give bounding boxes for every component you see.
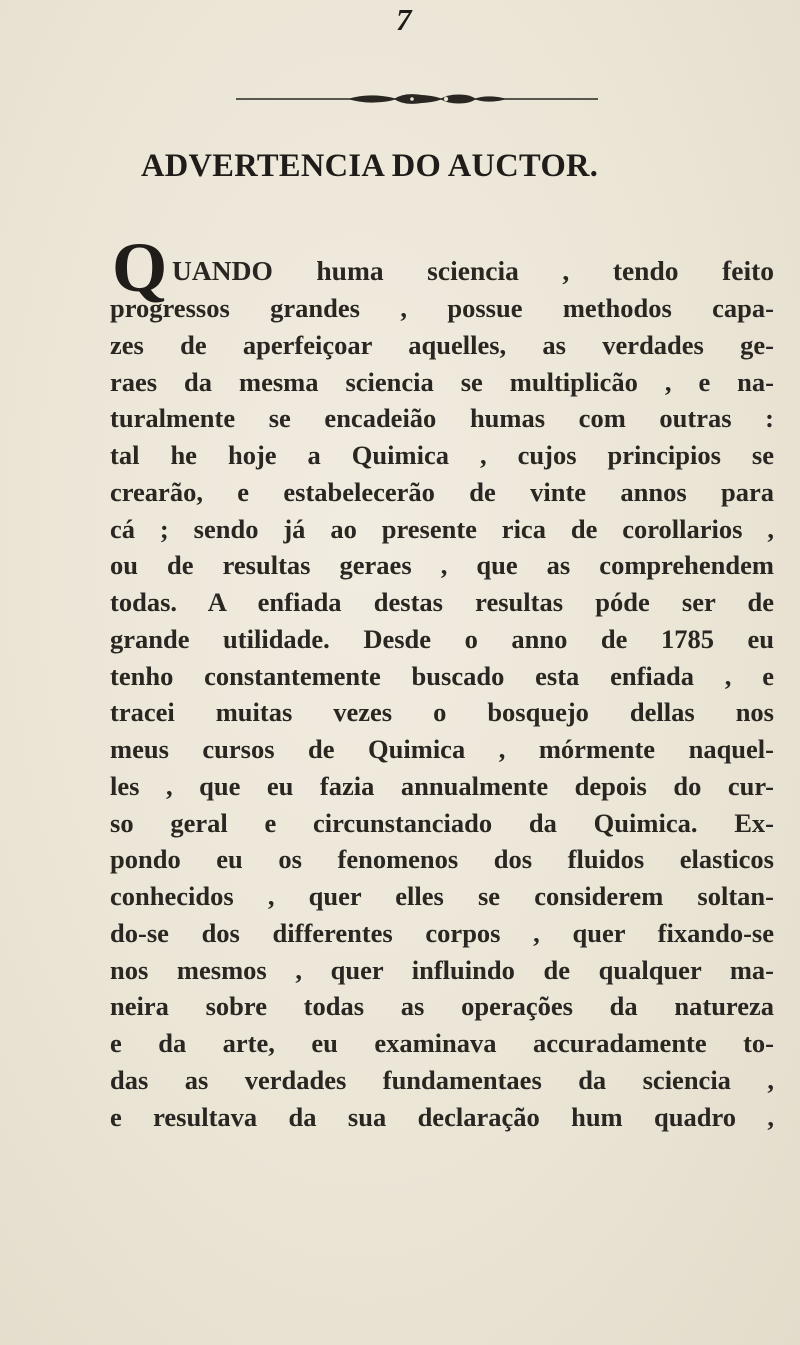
text-line: tal he hoje a Quimica , cujos principios se [110,440,774,470]
text-line: das as verdades fundamentaes da sciencia , [110,1064,774,1095]
text-line: so geral e circunstanciado da Quimica. Ex- [110,807,774,838]
text-line: turalmente se encadeião humas com outras : [110,403,774,434]
text-line: e resultava da sua declaração hum quadro , [110,1101,774,1132]
page-number: 7 [396,2,412,37]
chapter-title: ADVERTENCIA DO AUCTOR. [141,148,599,184]
text-line: raes da mesma sciencia se multiplicão , e na- [110,366,774,397]
body-text [110,290,774,1135]
text-line: meus cursos de Quimica , mórmente naquel- [110,734,774,764]
text-line: pondo eu os fenomenos dos fluidos elasticos [110,844,774,875]
text-line: les , que eu fazia annualmente depois do cur- [110,770,774,801]
ornamental-rule-icon [236,89,598,109]
text-line: todas. A enfiada destas resultas póde ser de [110,587,774,617]
text-line: crearão, e estabelecerão de vinte annos para [110,476,774,507]
text-line: cá ; sendo já ao presente rica de corollarios , [110,513,774,544]
text-line: tenho constantemente buscado esta enfiada , e [110,660,774,691]
text-line: grande utilidade. Desde o anno de 1785 eu [110,623,774,654]
text-line: zes de aperfeiçoar aquelles, as verdades ge- [110,329,774,360]
text-line-first: UANDO huma sciencia , tendo feito [172,255,774,286]
text-line: nos mesmos , quer influindo de qualquer ma- [110,954,774,985]
text-line: conhecidos , quer elles se considerem soltan- [110,881,774,911]
text-line: e da arte, eu examinava accuradamente to- [110,1028,774,1058]
text-line: ou de resultas geraes , que as comprehendem [110,550,774,581]
text-line: progressos grandes , possue methodos capa- [110,293,774,323]
text-line: do-se dos differentes corpos , quer fixando-se [110,917,774,948]
drop-cap: Q [112,229,168,307]
text-line: tracei muitas vezes o bosquejo dellas nos [110,697,774,728]
text-line: neira sobre todas as operações da natureza [110,991,774,1022]
